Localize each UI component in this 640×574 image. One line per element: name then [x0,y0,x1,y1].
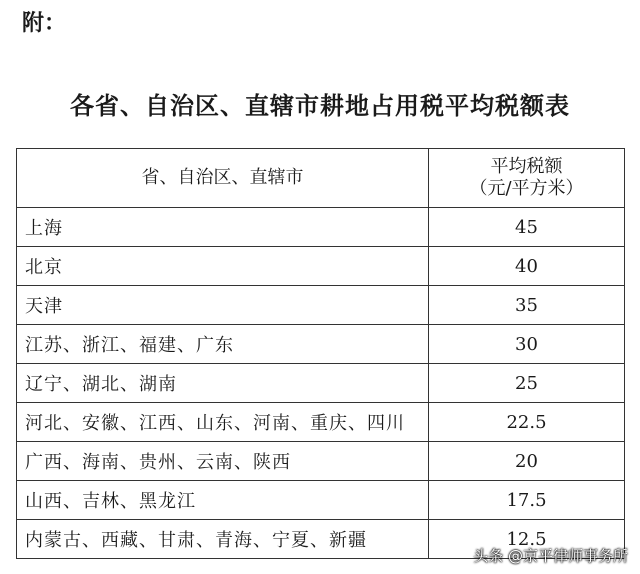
table-row [17,208,625,247]
table-row [17,325,625,364]
region-cell: 辽宁、湖北、湖南 [17,364,429,403]
region-cell: 山西、吉林、黑龙江 [17,481,429,520]
table-row [17,286,625,325]
tax-value-cell: 30 [429,325,625,364]
tax-value-cell: 25 [429,364,625,403]
header-average-tax-unit: （元/平方米） [469,178,584,199]
header-region: 省、自治区、直辖市 [17,149,429,208]
tax-value-cell: 17.5 [429,481,625,520]
table-row [17,442,625,481]
region-cell: 上海 [17,208,429,247]
region-cell: 广西、海南、贵州、云南、陕西 [17,442,429,481]
attachment-label: 附： [22,11,67,36]
region-cell: 江苏、浙江、福建、广东 [17,325,429,364]
header-average-tax-line1: 平均税额 [490,156,563,177]
tax-value-cell: 35 [429,286,625,325]
document-title: 各省、自治区、直辖市耕地占用税平均税额表 [70,92,570,120]
region-cell: 天津 [17,286,429,325]
table-row [17,403,625,442]
table-header-row [17,149,625,208]
table-row [17,481,625,520]
region-cell: 内蒙古、西藏、甘肃、青海、宁夏、新疆 [17,520,429,559]
table-row [17,247,625,286]
tax-rate-table [16,148,625,559]
tax-value-cell: 40 [429,247,625,286]
tax-value-cell: 22.5 [429,403,625,442]
region-cell: 河北、安徽、江西、山东、河南、重庆、四川 [17,403,429,442]
region-cell: 北京 [17,247,429,286]
tax-value-cell: 12.5 [429,520,625,559]
tax-value-cell: 45 [429,208,625,247]
table-row [17,364,625,403]
tax-value-cell: 20 [429,442,625,481]
source-watermark: 头条 @京平律师事务所 [473,547,628,565]
header-average-tax [429,149,625,208]
